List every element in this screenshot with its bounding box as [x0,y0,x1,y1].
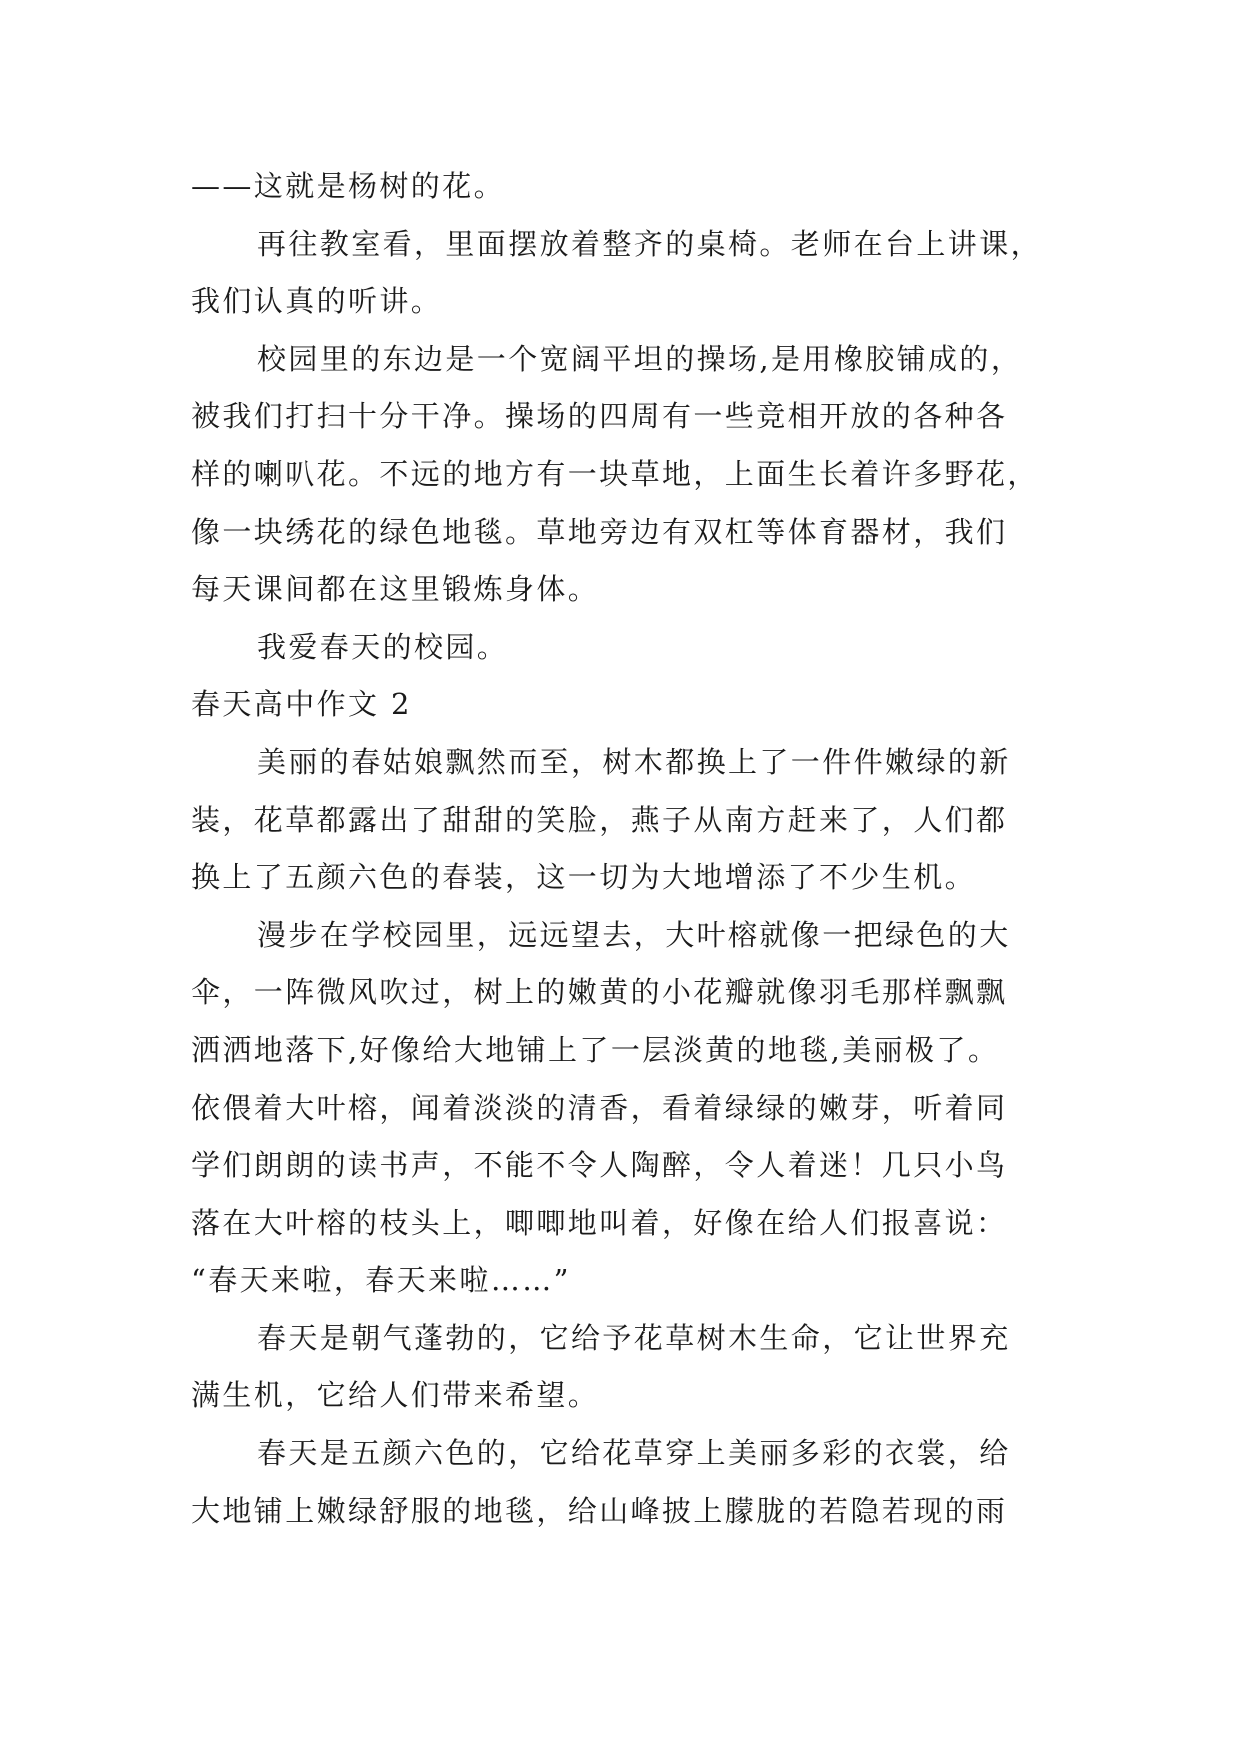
text-line: 满生机，它给人们带来希望。 [191,1378,600,1413]
text-line: 漫步在学校园里，远远望去，大叶榕就像一把绿色的大 [257,917,1011,952]
text-line: 伞，一阵微风吹过，树上的嫩黄的小花瓣就像羽毛那样飘飘 [191,975,1008,1010]
text-line: 再往教室看，里面摆放着整齐的桌椅。老师在台上讲课， [257,226,1043,261]
text-line: 被我们打扫十分干净。操场的四周有一些竞相开放的各种各 [191,399,1008,434]
text-line: ——这就是杨树的花。 [191,169,506,203]
paragraph [191,216,1051,331]
text-line: 样的喇叭花。不远的地方有一块草地，上面生长着许多野花， [191,456,1039,491]
text-line: 洒洒地落下,好像给大地铺上了一层淡黄的地毯,美丽极了。 [191,1032,1000,1067]
text-line: 落在大叶榕的枝头上，唧唧地叫着，好像在给人们报喜说： [191,1205,1008,1240]
paragraph [191,158,1051,216]
text-line: 每天课间都在这里锻炼身体。 [191,572,600,607]
paragraph [191,734,1051,907]
text-line: 春天高中作文 2 [191,687,412,722]
paragraph [191,1310,1051,1425]
paragraph [191,619,1051,677]
paragraph [191,907,1051,1310]
section-heading [191,676,1051,734]
paragraph [191,1425,1051,1540]
text-line: “春天来啦，春天来啦……” [191,1263,571,1298]
document-body [191,158,1051,1540]
text-line: 像一块绣花的绿色地毯。草地旁边有双杠等体育器材，我们 [191,514,1008,549]
paragraph [191,331,1051,619]
text-line: 美丽的春姑娘飘然而至，树木都换上了一件件嫩绿的新 [257,744,1011,779]
text-line: 学们朗朗的读书声，不能不令人陶醉，令人着迷！几只小鸟 [191,1148,1008,1183]
text-line: 换上了五颜六色的春装，这一切为大地增添了不少生机。 [191,860,977,895]
text-line: 校园里的东边是一个宽阔平坦的操场,是用橡胶铺成的， [257,341,1023,376]
text-line: 我爱春天的校园。 [257,629,509,664]
text-line: 春天是朝气蓬勃的，它给予花草树木生命，它让世界充 [257,1320,1011,1355]
text-line: 大地铺上嫩绿舒服的地毯，给山峰披上朦胧的若隐若现的雨 [191,1493,1008,1528]
text-line: 依偎着大叶榕，闻着淡淡的清香，看着绿绿的嫩芽，听着同 [191,1090,1008,1125]
text-line: 我们认真的听讲。 [191,284,443,319]
text-line: 春天是五颜六色的，它给花草穿上美丽多彩的衣裳，给 [257,1436,1011,1471]
text-line: 装，花草都露出了甜甜的笑脸，燕子从南方赶来了，人们都 [191,802,1008,837]
